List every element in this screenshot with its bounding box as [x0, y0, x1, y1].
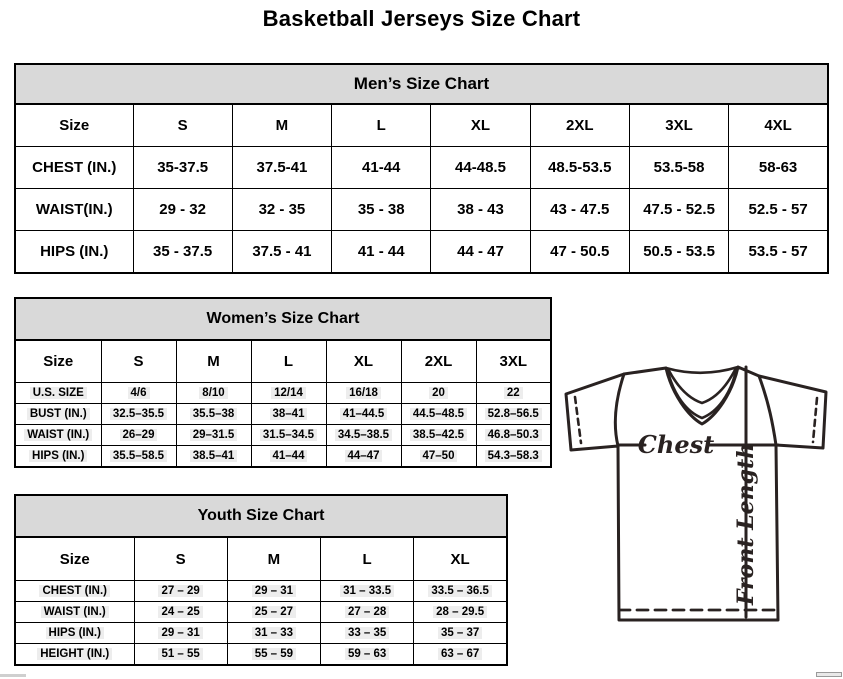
mens-size-value-cell: 48.5-53.5: [530, 147, 629, 189]
womens-size-value-cell: 44.5–48.5: [401, 404, 476, 425]
mens-size-value-cell: 41-44: [332, 147, 431, 189]
mens-table-row: [15, 189, 828, 231]
horizontal-scrollbar-fragment-right[interactable]: [816, 672, 842, 677]
womens-size-value-cell: 20: [401, 383, 476, 404]
womens-size-value-cell: 12/14: [251, 383, 326, 404]
youth-size-chart-table: [14, 494, 508, 666]
youth-header-row: [15, 537, 507, 581]
womens-size-column-header: 3XL: [476, 340, 551, 383]
jersey-outline: [566, 367, 826, 620]
youth-table-row: [15, 623, 507, 644]
mens-size-column-header: M: [232, 104, 331, 147]
womens-size-column-header: 2XL: [401, 340, 476, 383]
youth-size-value-cell: 24 – 25: [134, 602, 227, 623]
horizontal-scrollbar-fragment-left[interactable]: [0, 674, 26, 677]
womens-size-label-header: Size: [15, 340, 101, 383]
mens-table-row: [15, 147, 828, 189]
mens-size-value-cell: 50.5 - 53.5: [629, 231, 728, 274]
youth-size-value-cell: 31 – 33: [227, 623, 320, 644]
womens-size-column-header: XL: [326, 340, 401, 383]
womens-size-value-cell: 38.5–41: [176, 446, 251, 468]
mens-size-value-cell: 47 - 50.5: [530, 231, 629, 274]
womens-size-value-cell: 8/10: [176, 383, 251, 404]
womens-size-value-cell: 35.5–58.5: [101, 446, 176, 468]
youth-size-value-cell: 29 – 31: [227, 581, 320, 602]
womens-row-label: U.S. SIZE: [15, 383, 101, 404]
collar-top-curve: [666, 367, 738, 373]
womens-size-value-cell: 41–44.5: [326, 404, 401, 425]
youth-row-label: HIPS (IN.): [15, 623, 134, 644]
mens-table: [14, 103, 829, 274]
youth-size-value-cell: 25 – 27: [227, 602, 320, 623]
youth-table-title: Youth Size Chart: [14, 494, 508, 536]
mens-size-value-cell: 37.5-41: [232, 147, 331, 189]
womens-size-value-cell: 38.5–42.5: [401, 425, 476, 446]
womens-row-label: HIPS (IN.): [15, 446, 101, 468]
mens-size-value-cell: 41 - 44: [332, 231, 431, 274]
youth-size-value-cell: 33 – 35: [321, 623, 414, 644]
mens-size-column-header: 4XL: [729, 104, 828, 147]
mens-size-column-header: 2XL: [530, 104, 629, 147]
womens-size-value-cell: 35.5–38: [176, 404, 251, 425]
jersey-measurement-diagram: [556, 353, 843, 635]
chest-label: Chest: [637, 430, 715, 459]
mens-row-label: HIPS (IN.): [15, 231, 133, 274]
youth-size-value-cell: 33.5 – 36.5: [414, 581, 507, 602]
womens-size-value-cell: 4/6: [101, 383, 176, 404]
womens-size-value-cell: 47–50: [401, 446, 476, 468]
mens-header-row: [15, 104, 828, 147]
womens-size-column-header: M: [176, 340, 251, 383]
youth-row-label: WAIST (IN.): [15, 602, 134, 623]
womens-size-value-cell: 46.8–50.3: [476, 425, 551, 446]
mens-size-value-cell: 58-63: [729, 147, 828, 189]
youth-size-value-cell: 51 – 55: [134, 644, 227, 666]
mens-size-value-cell: 47.5 - 52.5: [629, 189, 728, 231]
youth-size-column-header: XL: [414, 537, 507, 581]
mens-size-column-header: S: [133, 104, 232, 147]
youth-size-value-cell: 27 – 29: [134, 581, 227, 602]
womens-size-value-cell: 31.5–34.5: [251, 425, 326, 446]
womens-size-value-cell: 32.5–35.5: [101, 404, 176, 425]
mens-size-value-cell: 53.5-58: [629, 147, 728, 189]
page-title: Basketball Jerseys Size Chart: [262, 6, 581, 31]
youth-size-value-cell: 28 – 29.5: [414, 602, 507, 623]
mens-size-value-cell: 53.5 - 57: [729, 231, 828, 274]
womens-size-value-cell: 29–31.5: [176, 425, 251, 446]
youth-size-value-cell: 63 – 67: [414, 644, 507, 666]
mens-size-value-cell: 35-37.5: [133, 147, 232, 189]
mens-row-label: WAIST(IN.): [15, 189, 133, 231]
womens-size-value-cell: 34.5–38.5: [326, 425, 401, 446]
youth-size-value-cell: 29 – 31: [134, 623, 227, 644]
mens-table-row: [15, 231, 828, 274]
front-length-label: Front Length: [733, 442, 759, 606]
womens-table-row: [15, 425, 551, 446]
youth-size-column-header: S: [134, 537, 227, 581]
youth-size-value-cell: 27 – 28: [321, 602, 414, 623]
mens-size-value-cell: 35 - 38: [332, 189, 431, 231]
womens-size-chart-table: [14, 297, 552, 468]
mens-size-label-header: Size: [15, 104, 133, 147]
youth-size-column-header: M: [227, 537, 320, 581]
mens-size-column-header: 3XL: [629, 104, 728, 147]
mens-row-label: CHEST (IN.): [15, 147, 133, 189]
mens-size-column-header: L: [332, 104, 431, 147]
womens-size-value-cell: 54.3–58.3: [476, 446, 551, 468]
youth-size-label-header: Size: [15, 537, 134, 581]
mens-size-value-cell: 37.5 - 41: [232, 231, 331, 274]
youth-size-value-cell: 55 – 59: [227, 644, 320, 666]
womens-size-column-header: L: [251, 340, 326, 383]
womens-size-value-cell: 26–29: [101, 425, 176, 446]
mens-size-column-header: XL: [431, 104, 530, 147]
womens-row-label: WAIST (IN.): [15, 425, 101, 446]
womens-table-row: [15, 446, 551, 468]
womens-table: [14, 339, 552, 468]
youth-size-value-cell: 35 – 37: [414, 623, 507, 644]
womens-header-row: [15, 340, 551, 383]
mens-size-value-cell: 44 - 47: [431, 231, 530, 274]
youth-row-label: CHEST (IN.): [15, 581, 134, 602]
womens-table-row: [15, 404, 551, 425]
womens-size-value-cell: 44–47: [326, 446, 401, 468]
mens-size-value-cell: 44-48.5: [431, 147, 530, 189]
womens-size-value-cell: 16/18: [326, 383, 401, 404]
youth-table-row: [15, 602, 507, 623]
womens-table-row: [15, 383, 551, 404]
womens-row-label: BUST (IN.): [15, 404, 101, 425]
womens-table-title: Women’s Size Chart: [14, 297, 552, 339]
mens-size-value-cell: 35 - 37.5: [133, 231, 232, 274]
womens-size-value-cell: 22: [476, 383, 551, 404]
youth-table: [14, 536, 508, 666]
youth-table-row: [15, 581, 507, 602]
youth-size-value-cell: 31 – 33.5: [321, 581, 414, 602]
mens-table-title: Men’s Size Chart: [14, 63, 829, 103]
mens-size-value-cell: 38 - 43: [431, 189, 530, 231]
womens-size-value-cell: 41–44: [251, 446, 326, 468]
youth-size-column-header: L: [321, 537, 414, 581]
youth-size-value-cell: 59 – 63: [321, 644, 414, 666]
mens-size-value-cell: 52.5 - 57: [729, 189, 828, 231]
mens-size-chart-table: [14, 63, 829, 274]
jersey-diagram-svg: [556, 353, 843, 635]
womens-size-value-cell: 52.8–56.5: [476, 404, 551, 425]
mens-size-value-cell: 29 - 32: [133, 189, 232, 231]
youth-table-row: [15, 644, 507, 666]
mens-size-value-cell: 32 - 35: [232, 189, 331, 231]
youth-row-label: HEIGHT (IN.): [15, 644, 134, 666]
womens-size-column-header: S: [101, 340, 176, 383]
womens-size-value-cell: 38–41: [251, 404, 326, 425]
mens-size-value-cell: 43 - 47.5: [530, 189, 629, 231]
